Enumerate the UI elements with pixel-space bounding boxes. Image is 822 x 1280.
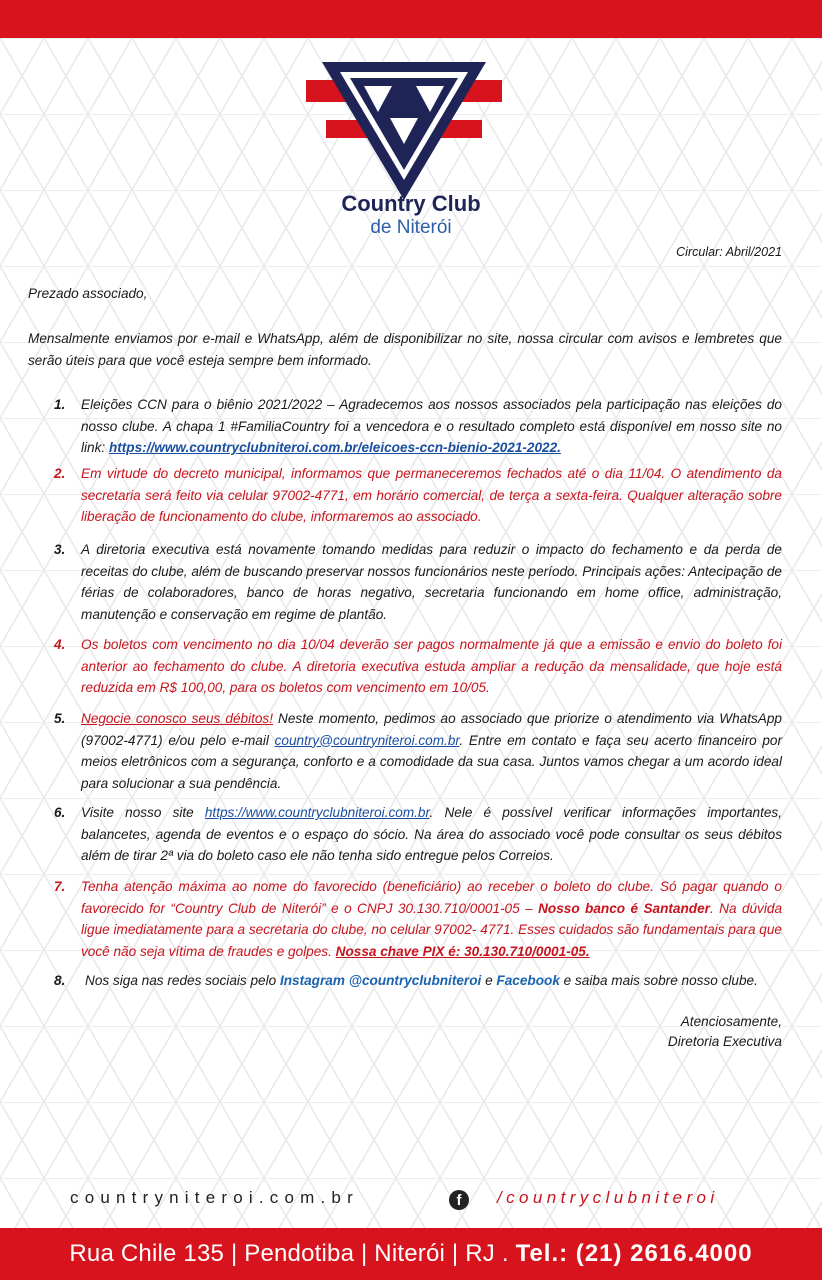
item-text: Eleições CCN para o biênio 2021/2022 – Agradecemos aos nossos associados pela participação nas eleições do nosso clube. A chapa 1 #FamiliaCountry foi a vencedora e o resultado completo está disponível em nosso site no link: (81, 397, 782, 455)
item-text: e saiba mais sobre nosso clube. (559, 973, 758, 988)
footer-website[interactable]: countryniteroi.com.br (70, 1188, 359, 1207)
facebook-link[interactable]: Facebook (496, 973, 560, 988)
item-number: 8. (54, 973, 66, 988)
item-text: . Nele é possível verificar informações importantes, balancetes, agenda de eventos e o espaço do sócio. Na área do associado você pode consultar os seus débitos além de tirar 2ª via do boleto caso ele não tenha sido entregue pelos Correios. (81, 805, 782, 863)
list-item (28, 463, 782, 528)
bottom-red-bar (0, 1228, 822, 1280)
facebook-icon: f (449, 1190, 469, 1210)
item-text: . Entre em contato e faça seu acerto financeiro por meios eletrônicos com a segurança, conforto e a comodidade da sua casa. Juntos vamos chegar a um acordo ideal para solucionar a sua pendência. (81, 732, 783, 791)
footer-social-handle[interactable]: /countryclubniteroi (497, 1188, 719, 1207)
site-link[interactable]: https://www.countryclubniteroi.com.br (204, 805, 430, 820)
item-text: Tenha atenção máxima ao nome do favorecido (beneficiário) ao receber o boleto do clube. Só pagar quando o favorecido for “Country Club de Niterói” e o CNPJ 30.130.710/0001-05 – (81, 879, 782, 916)
list-item (28, 708, 782, 794)
item-text: Neste momento, pedimos ao associado que priorize o atendimento via WhatsApp (97002-4771) e/ou pelo e-mail (81, 711, 782, 748)
item-text: Em virtude do decreto municipal, informamos que permaneceremos fechados até o dia 11/04. O atendimento da secretaria será feito via celular 97002-4771, em horário comercial, de terça a sexta-feira. Qualquer alteração sobre liberação de funcionamento do clube, informaremos ao associado. (81, 466, 782, 524)
item-number: 1. (54, 397, 66, 412)
list-item (28, 634, 782, 699)
greeting: Prezado associado, (28, 286, 148, 301)
bank-notice: Nosso banco é Santander (538, 900, 710, 916)
item-text: e (481, 973, 497, 988)
email-link[interactable]: country@countryniteroi.com.br (274, 732, 460, 748)
footer-address: Rua Chile 135 | Pendotiba | Niterói | RJ . (69, 1240, 516, 1267)
signoff (668, 1012, 782, 1052)
item-text: Nos siga nas redes sociais pelo (85, 973, 280, 988)
top-red-bar (0, 0, 822, 38)
pix-key: Nossa chave PIX é: 30.130.710/0001-05. (335, 943, 590, 959)
signoff-signature: Diretoria Executiva (667, 1034, 782, 1049)
item-number: 6. (54, 805, 66, 820)
item-number: 2. (54, 466, 66, 481)
footer-address-line (69, 1240, 752, 1268)
item-text: A diretoria executiva está novamente tomando medidas para reduzir o impacto do fechamento e da perda de receitas do clube, além de buscando preservar nossos funcionários neste período. Principais ações: Antecipação de férias de colaboradores, banco de horas negativo, secretaria funcionando em home office, administração, manutenção e conservação em regime de plantão. (81, 542, 782, 622)
item-number: 3. (54, 542, 66, 557)
list-item (28, 970, 782, 992)
signoff-line: Atenciosamente, (680, 1014, 782, 1029)
elections-link[interactable]: https://www.countryclubniteroi.com.br/eleicoes-ccn-bienio-2021-2022. (108, 440, 561, 455)
brand-subtitle: de Niterói (370, 217, 452, 238)
list-item (28, 394, 782, 459)
circular-date: Circular: Abril/2021 (676, 245, 782, 259)
list-item (28, 876, 782, 962)
item-text: Visite nosso site (81, 805, 205, 820)
item-text: Os boletos com vencimento no dia 10/04 deverão ser pagos normalmente já que a emissão e envio do boleto foi anterior ao fechamento do clube. A diretoria executiva estuda ampliar a redução da mensalidade, que hoje está reduzida em R$ 100,00, para os boletos com vencimento em 10/05. (81, 637, 782, 695)
brand-name: Country Club (341, 191, 481, 216)
footer-phone: Tel.: (21) 2616.4000 (515, 1240, 753, 1267)
intro-paragraph: Mensalmente enviamos por e-mail e WhatsApp, além de disponibilizar no site, nossa circular com avisos e lembretes que serão úteis para que você esteja sempre bem informado. (28, 331, 782, 368)
list-item (28, 539, 782, 625)
item-number: 7. (54, 879, 66, 894)
item-number: 4. (54, 637, 66, 652)
ccn-logo (306, 58, 502, 204)
instagram-link[interactable]: Instagram @countryclubniteroi (279, 973, 482, 988)
item-text: . Na dúvida ligue imediatamente para a secretaria do clube, no celular 97002- 4771. Esses cuidados são fundamentais para que você não seja vítima de fraudes e golpes. (81, 900, 782, 959)
list-item (28, 802, 782, 867)
item-number: 5. (54, 711, 66, 726)
negotiate-lead: Negocie conosco seus débitos! (81, 711, 273, 726)
